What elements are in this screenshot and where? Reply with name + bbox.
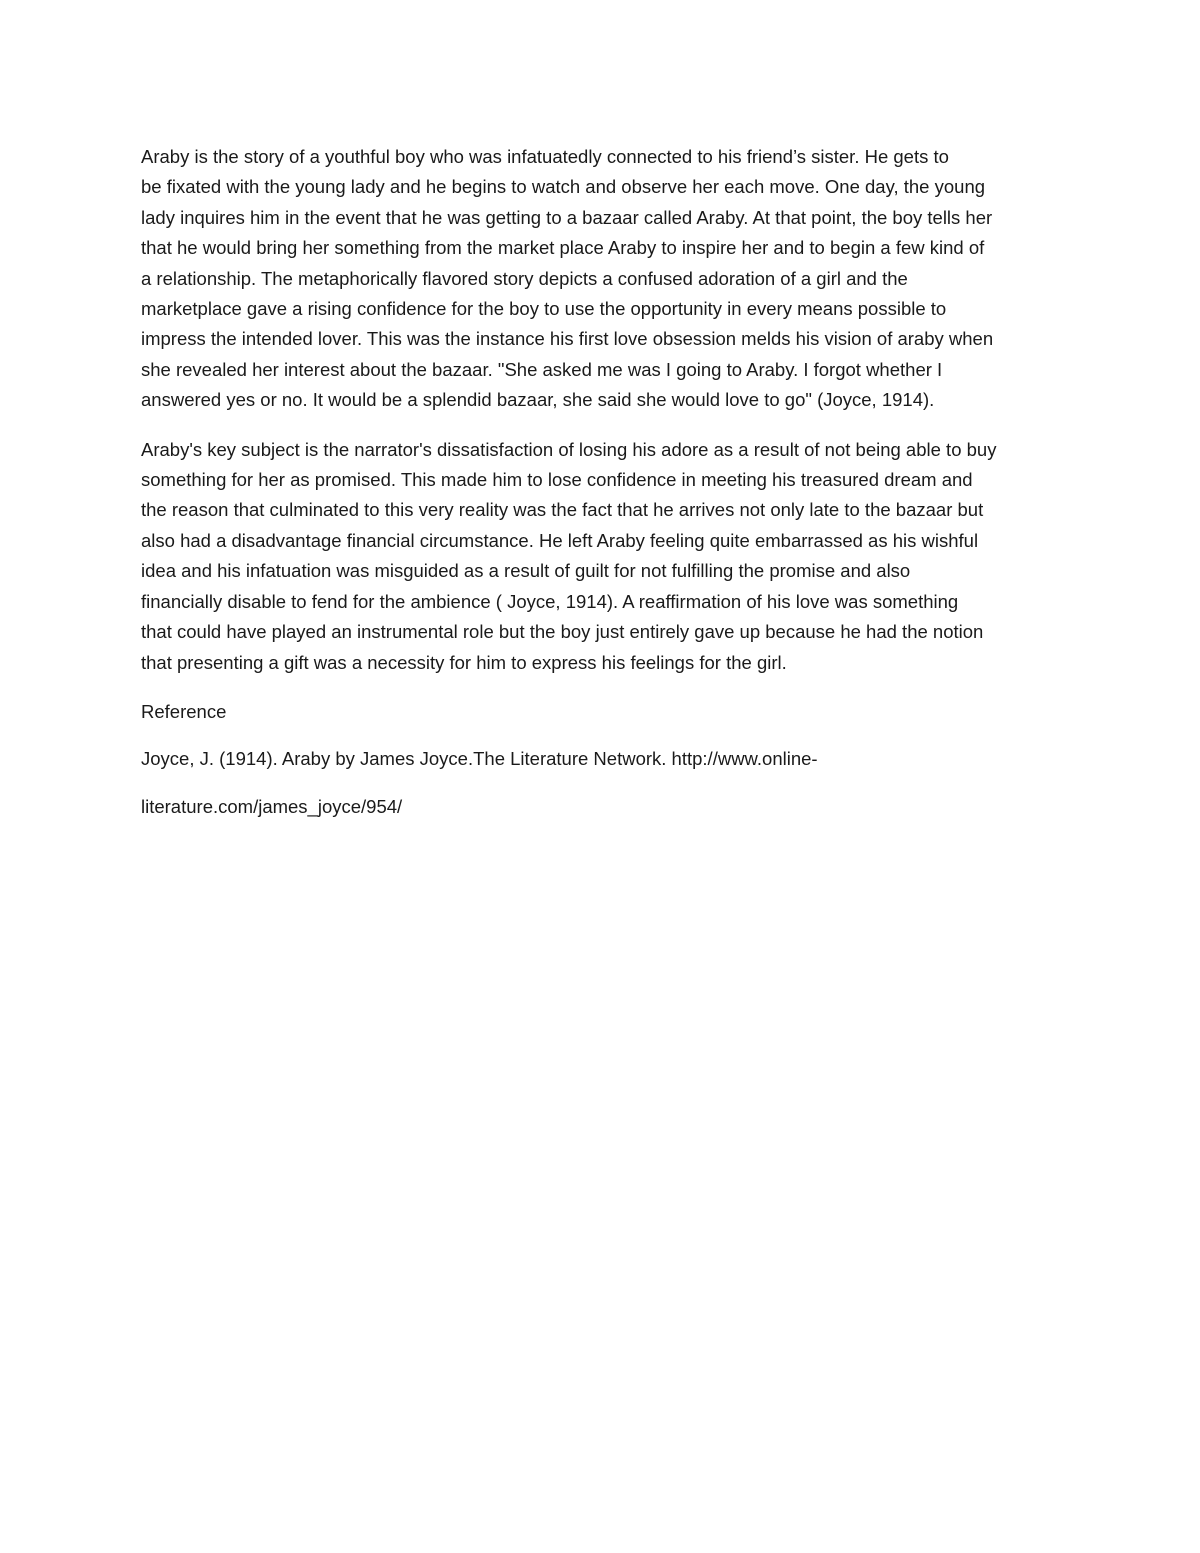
text-line: that could have played an instrumental role but the boy just entirely gave up because he had the notion [141, 621, 984, 643]
paragraph-1 [141, 142, 1061, 416]
text-line: answered yes or no. It would be a splendid bazaar, she said she would love to go" (Joyce, 1914). [141, 389, 935, 411]
text-line: that he would bring her something from the market place Araby to inspire her and to begin a few kind of [141, 237, 985, 259]
text-line: the reason that culminated to this very reality was the fact that he arrives not only late to the bazaar but [141, 499, 984, 521]
reference-entry-line-1: Joyce, J. (1914). Araby by James Joyce.The Literature Network. http://www.online- [141, 748, 818, 770]
text-line: be fixated with the young lady and he begins to watch and observe her each move. One day, the young [141, 176, 986, 198]
text-line: something for her as promised. This made him to lose confidence in meeting his treasured dream and [141, 469, 973, 491]
text-line: lady inquires him in the event that he was getting to a bazaar called Araby. At that point, the boy tells her [141, 206, 993, 228]
text-line: that presenting a gift was a necessity for him to express his feelings for the girl. [141, 651, 787, 673]
reference-entry-line-2: literature.com/james_joyce/954/ [141, 795, 403, 817]
document-body [141, 142, 1061, 839]
text-line: also had a disadvantage financial circumstance. He left Araby feeling quite embarrassed as his wishful [141, 529, 979, 551]
text-line: Araby's key subject is the narrator's dissatisfaction of losing his adore as a result of not being able to buy [141, 438, 997, 460]
text-line: financially disable to fend for the ambience ( Joyce, 1914). A reaffirmation of his love was something [141, 590, 959, 612]
text-line: impress the intended lover. This was the instance his first love obsession melds his vision of araby when [141, 328, 994, 350]
text-line: marketplace gave a rising confidence for the boy to use the opportunity in every means possible to [141, 298, 947, 320]
text-line: Araby is the story of a youthful boy who was infatuatedly connected to his friend’s sister. He gets to [141, 146, 949, 167]
reference-heading: Reference [141, 700, 227, 722]
text-line: idea and his infatuation was misguided as a result of guilt for not fulfilling the promise and also [141, 560, 911, 582]
text-line: a relationship. The metaphorically flavored story depicts a confused adoration of a girl and the [141, 267, 908, 289]
paragraph-2 [141, 435, 1061, 678]
text-line: she revealed her interest about the bazaar. "She asked me was I going to Araby. I forgot whether I [141, 358, 943, 380]
